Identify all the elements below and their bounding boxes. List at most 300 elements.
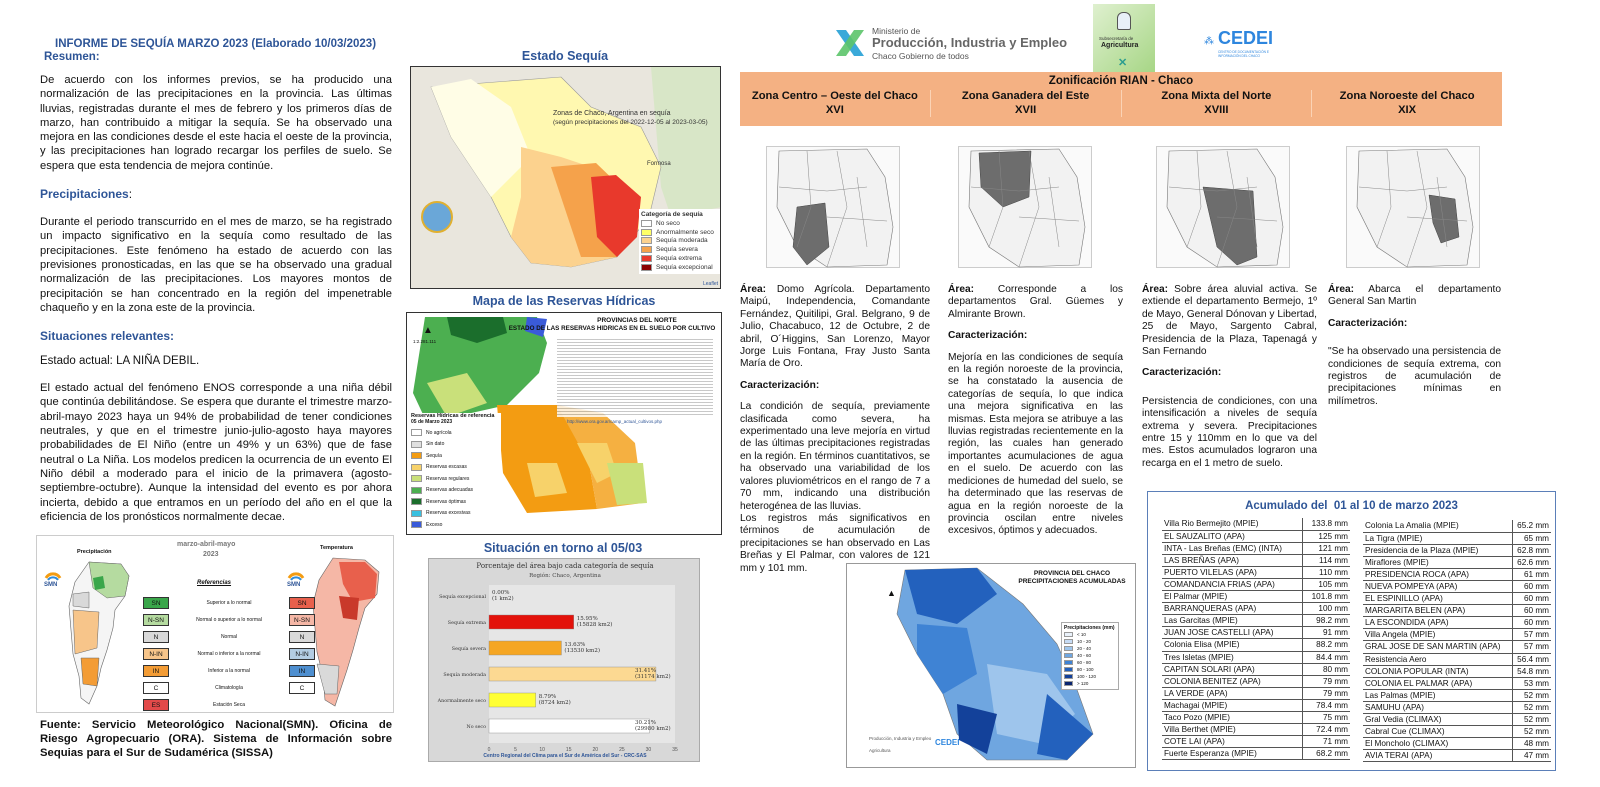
bar-value-label: 8.79% — [538, 694, 557, 700]
station-name: Cabral Cue (CLIMAX) — [1363, 726, 1512, 738]
drought-legend-item — [641, 228, 719, 237]
station-value: 72.4 mm — [1303, 724, 1350, 736]
zone-area — [1328, 284, 1501, 309]
smn-code-left: ES — [143, 699, 169, 711]
chart-bar — [489, 719, 650, 733]
zone-car-text: Persistencia de condiciones, con una intensificación a niveles de sequía extrema y severa. Precipitaciones entre 15 y 110mm en lo que va del mes. Estos acumulados lograron una recarga en el 1 metro de suelo. — [1142, 395, 1317, 469]
station-name: INTA - Las Breñas (EMC) (INTA) — [1162, 542, 1303, 554]
resumen-heading: Resumen: — [44, 51, 100, 63]
chart-bar — [489, 641, 561, 655]
station-value: 53 mm — [1512, 677, 1551, 689]
station-value: 133.8 mm — [1303, 518, 1350, 530]
legend-label: Exceso — [426, 521, 443, 528]
chart-bar — [489, 615, 574, 629]
station-name: EL ESPINILLO (APA) — [1363, 593, 1512, 605]
zone-car-text: "Se ha observado una persistencia de condiciones de sequía extrema, con registros de acumulación de precipitaciones mínimas en milímetros. — [1328, 346, 1501, 407]
reservas-map-title-1: PROVINCIAS DEL NORTE — [597, 317, 677, 324]
station-value: 65 mm — [1512, 532, 1551, 544]
bar-value-label: 0.00% — [492, 590, 510, 596]
bar-value-label: (15828 km2) — [576, 622, 613, 628]
station-value: 110 mm — [1303, 566, 1350, 578]
x-tick-label: 30 — [645, 747, 652, 753]
smn-ref-label: Superior a lo normal — [206, 599, 252, 606]
zonificacion-header — [740, 72, 1502, 126]
zone-area — [1142, 284, 1317, 358]
station-name: El Moncholo (CLIMAX) — [1363, 738, 1512, 750]
bar-value-label: (8724 km2) — [538, 700, 571, 706]
station-name: Villa Berthet (MPIE) — [1162, 724, 1303, 736]
station-value: 80 mm — [1303, 663, 1350, 675]
resumen-text: De acuerdo con los informes previos, se ha producido una normalización de las precipitaciones en la provincia. Las últimas lluvias, registradas durante el mes de febrero y los primeros días de marzo, han contribuido a mitigar la sequía. Se ha observado una mejora en las condiciones desde el este hacia el oeste de la provincia, y las precipitaciones han logrado recargar los perfiles de suelo. Se espera que esta tendencia de mejora continúe. — [40, 74, 392, 172]
reservas-legend-item — [411, 485, 501, 497]
rain-table-row — [1162, 542, 1350, 554]
station-value: 78.4 mm — [1303, 699, 1350, 711]
rain-table-row — [1162, 748, 1350, 760]
station-value: 88.2 mm — [1303, 639, 1350, 651]
station-value: 114 mm — [1303, 554, 1350, 566]
smn-ref-label: Normal o inferior a la normal — [197, 650, 261, 657]
legend-swatch — [1064, 674, 1073, 679]
reservas-legend — [411, 413, 501, 531]
rain-table-row — [1363, 520, 1551, 532]
legend-swatch — [411, 464, 422, 471]
rain-table-row — [1363, 568, 1551, 580]
station-value: 52 mm — [1512, 689, 1551, 701]
bar-value-label: 31.41% — [635, 668, 656, 674]
station-value: 75 mm — [1303, 712, 1350, 724]
reservas-legend-item — [411, 508, 501, 520]
station-name: AVIA TERAI (APA) — [1363, 750, 1512, 762]
smn-code-right: N-SN — [289, 614, 315, 626]
drought-legend — [639, 209, 721, 274]
zone-map — [1156, 146, 1290, 268]
ministerio-x-icon — [834, 26, 866, 60]
station-name: COLONIA POPULAR (INTA) — [1363, 665, 1512, 677]
rain-table-row — [1162, 566, 1350, 578]
agricultura-x-icon: ✕ — [1118, 57, 1128, 69]
smn-logo-text-right: SMN — [287, 582, 301, 588]
zone-number: XVII — [1015, 103, 1037, 116]
station-value: 101.8 mm — [1303, 591, 1350, 603]
zone-header — [740, 90, 930, 117]
zone-car-text-2: Los registros más significativos en términos de acumulación de precipitaciones se han observado en Las Breñas y El Palmar, con valores de 121 mm y 101 mm. — [740, 512, 930, 574]
precip-legend-item — [1064, 680, 1116, 687]
precip-legend-item — [1064, 666, 1116, 673]
smn-ref-row — [143, 628, 323, 645]
smn-code-left: N-SN — [143, 614, 169, 626]
precip-logo-3: CEDEI — [935, 738, 960, 747]
station-name: Colonia La Amalia (MPIE) — [1363, 520, 1512, 532]
precip-legend-item — [1064, 638, 1116, 645]
legend-label: Sequía moderada — [656, 237, 708, 245]
chart-svg — [429, 559, 701, 763]
zone-area-label: Área: — [740, 284, 767, 295]
smn-ref-row — [143, 645, 323, 662]
rain-table-row — [1162, 663, 1350, 675]
zone-area — [948, 284, 1123, 321]
zone-description — [1142, 284, 1317, 470]
reservas-legend-rows — [411, 427, 501, 531]
zone-map — [958, 146, 1092, 268]
station-name: NUEVA POMPEYA (APA) — [1363, 580, 1512, 592]
rain-table-row — [1162, 530, 1350, 542]
station-value: 48 mm — [1512, 738, 1551, 750]
rain-table-row — [1162, 603, 1350, 615]
legend-swatch — [411, 429, 422, 436]
bar-value-label: (1 km2) — [492, 596, 514, 602]
legend-swatch — [411, 452, 422, 459]
cedei-dots-icon: ⁂ — [1204, 36, 1214, 47]
fuente-text: Fuente: Servicio Meteorológico Nacional(SMN). Oficina de Riesgo Agropecuario (ORA). Sistema de Información sobre Sequias para el Sur de Sudamérica (SISSA) — [40, 719, 392, 759]
rain-table-row — [1363, 580, 1551, 592]
precip-map-legend — [1061, 622, 1119, 690]
legend-swatch — [1064, 653, 1073, 658]
zone-number: XIX — [1398, 103, 1417, 116]
chart-footer: Centro Regional del Clima para el Sur de América del Sur - CRC-SAS — [483, 753, 647, 759]
rain-table-row — [1363, 593, 1551, 605]
smn-refs-title: Referencias — [197, 580, 232, 586]
rain-table-row — [1363, 653, 1551, 665]
zone-car-label: Caracterización: — [948, 330, 1028, 342]
x-tick-label: 25 — [619, 747, 625, 753]
smn-code-right: C — [289, 682, 315, 694]
rain-table-row — [1162, 675, 1350, 687]
chart-bar — [489, 667, 656, 681]
station-value: 105 mm — [1303, 578, 1350, 590]
formosa-label: Formosa — [647, 161, 671, 167]
situacion-title: Situación en torno al 05/03 — [483, 541, 643, 555]
x-tick-label: 20 — [592, 747, 599, 753]
rain-table-row — [1162, 736, 1350, 748]
legend-label: Sin dato — [426, 441, 445, 448]
rain-table-row — [1363, 544, 1551, 556]
smn-code-right: SN — [289, 597, 315, 609]
zone-map-svg — [767, 147, 901, 269]
station-name: CAPITAN SOLARI (APA) — [1162, 663, 1303, 675]
station-value: 79 mm — [1303, 687, 1350, 699]
zone-area-label: Área: — [948, 284, 975, 295]
station-name: Miraflores (MPIE) — [1363, 556, 1512, 568]
smn-precip-title: Precipitación — [77, 549, 112, 555]
zone-map-svg — [1347, 147, 1481, 269]
precipitaciones-label: Precipitaciones — [40, 187, 129, 202]
rain-table-row — [1363, 677, 1551, 689]
x-tick-label: 15 — [565, 747, 572, 753]
legend-label: Sequía excepcional — [656, 263, 713, 271]
rain-table-row — [1162, 639, 1350, 651]
station-name: COMANDANCIA FRIAS (APA) — [1162, 578, 1303, 590]
zone-heads — [740, 90, 1502, 117]
category-label: No seco — [466, 725, 486, 730]
cedei-name: CEDEI — [1218, 28, 1274, 48]
drought-map-title: Zonas de Chaco, Argentina en sequía — [553, 110, 671, 117]
station-value: 100 mm — [1303, 603, 1350, 615]
zone-number: XVI — [825, 103, 844, 116]
station-value: 61 mm — [1512, 568, 1551, 580]
reservas-legend-item — [411, 427, 501, 439]
chart-subtitle: Región: Chaco, Argentina — [529, 573, 601, 579]
station-name: PRESIDENCIA ROCA (APA) — [1363, 568, 1512, 580]
station-value: 125 mm — [1303, 530, 1350, 542]
station-value: 68.2 mm — [1303, 748, 1350, 760]
station-value: 60 mm — [1512, 580, 1551, 592]
station-value: 121 mm — [1303, 542, 1350, 554]
smn-code-left: N — [143, 631, 169, 643]
zone-header — [930, 90, 1121, 117]
smn-code-left: C — [143, 682, 169, 694]
station-value: 57 mm — [1512, 629, 1551, 641]
rain-table-row — [1363, 532, 1551, 544]
drought-legend-item — [641, 254, 719, 263]
map-credit[interactable]: Leaflet — [702, 281, 718, 287]
precip-legend-item — [1064, 631, 1116, 638]
rain-table-row — [1363, 738, 1551, 750]
legend-label: 80 - 100 — [1077, 667, 1094, 672]
station-name: Villa Rio Bermejito (MPIE) — [1162, 518, 1303, 530]
zone-name: Zona Mixta del Norte — [1161, 90, 1272, 102]
legend-label: Sequía severa — [656, 246, 698, 254]
reservas-title: Mapa de las Reservas Hídricas — [472, 294, 656, 308]
zone-map-svg — [959, 147, 1093, 269]
station-name: Fuerte Esperanza (MPIE) — [1162, 748, 1303, 760]
category-label: Sequía extrema — [447, 621, 486, 626]
legend-label: 10 - 20 — [1077, 639, 1092, 644]
estado-sequia-map — [410, 66, 721, 289]
zone-area-text: Corresponde a los departamentos Gral. Güemes y Almirante Brown. — [948, 284, 1123, 320]
reservas-legend-item — [411, 519, 501, 531]
legend-label: 60 - 80 — [1077, 660, 1092, 665]
station-name: SAMUHU (APA) — [1363, 701, 1512, 713]
rain-table-row — [1363, 617, 1551, 629]
rain-table-row — [1162, 699, 1350, 711]
rain-table-row — [1363, 701, 1551, 713]
station-name: Machagai (MPIE) — [1162, 699, 1303, 711]
reservas-legend-item — [411, 496, 501, 508]
station-name: LA ESCONDIDA (APA) — [1363, 617, 1512, 629]
legend-swatch — [1064, 639, 1073, 644]
enos-text: El estado actual del fenómeno ENOS corresponde a una niña débil que continúa debilitándose. Se espera que durante el trimestre marzo-abril-mayo 2023 haya un 94% de probabilidad de tener condiciones neutrales, y que en el trimestre junio-julio-agosto haya mayores probabilidades de El Niño (entre un 49% y un 63%) que de fase neutral o La Niña. Los modelos predicen la ocurrencia de un evento El Niño débil a moderado para el inicio de la primavera (agosto-septiembre-octubre). Aunque la intensidad del evento es por ahora incierta, debido a que entramos en un período del año en el que la eficiencia de los pronósticos normalmente decae. — [40, 382, 392, 523]
zone-car-text: Mejoría en las condiciones de sequía en la región noroeste de la provincia, se ha constatado la ausencia de categorías de sequía, lo que indica una mejora significativa en las mismas. Esta mejora se atribuye a las lluvias registradas recientemente en la región, las cuales han generado importantes acumulaciones de agua en el suelo. De acuerdo con las mediciones de humedad del suelo, se ha determinado que las reservas de agua en la región noroeste de la provincia oscilan entre niveles excesivos, óptimos y adecuados. — [948, 351, 1123, 537]
rain-table-row — [1363, 726, 1551, 738]
acumulado-table-left — [1162, 518, 1350, 760]
smn-ref-label: Normal — [220, 633, 238, 640]
bar-value-label: 30.21% — [635, 720, 656, 726]
zone-car-label: Caracterización: — [740, 379, 820, 391]
smn-ref-row — [143, 679, 323, 696]
smn-code-right: N — [289, 631, 315, 643]
legend-swatch — [411, 487, 422, 494]
precip-legend-rows — [1064, 631, 1116, 687]
precip-legend-item — [1064, 673, 1116, 680]
station-value: 91 mm — [1303, 627, 1350, 639]
rain-table-row — [1162, 712, 1350, 724]
chart-bar — [489, 693, 536, 707]
smn-code-right: IN — [289, 665, 315, 677]
drought-legend-item — [641, 237, 719, 246]
precip-legend-title: Precipitaciones (mm) — [1064, 625, 1115, 631]
station-value: 60 mm — [1512, 617, 1551, 629]
zone-car-label: Caracterización: — [1142, 367, 1222, 379]
smn-ref-row — [143, 611, 323, 628]
reservas-legend-item — [411, 473, 501, 485]
smn-precip-map — [59, 558, 141, 708]
zone-area-text: Abarca el departamento General San Martin — [1328, 284, 1501, 308]
station-name: Villa Angela (MPIE) — [1363, 629, 1512, 641]
station-name: Las Palmas (MPIE) — [1363, 689, 1512, 701]
zone-name: Zona Noroeste del Chaco — [1339, 90, 1475, 102]
estado-actual: Estado actual: LA NIÑA DEBIL. — [40, 355, 200, 368]
x-tick-label: 35 — [672, 747, 678, 753]
station-value: 84.4 mm — [1303, 651, 1350, 663]
legend-label: No seco — [656, 219, 680, 227]
bar-value-label: (31174 km2) — [635, 674, 671, 680]
acumulado-panel — [1147, 491, 1556, 771]
legend-swatch — [641, 264, 652, 271]
agricultura-line-2: Agricultura — [1101, 42, 1139, 49]
legend-swatch — [411, 441, 422, 448]
legend-swatch — [411, 521, 422, 528]
rain-table-row — [1162, 627, 1350, 639]
drought-map-subtitle: (según precipitaciones del 2022-12-05 al 2023-03-05) — [553, 119, 708, 126]
smn-ref-row — [143, 696, 323, 713]
zone-area — [740, 284, 930, 371]
category-label: Sequía severa — [451, 647, 486, 652]
precip-legend-item — [1064, 645, 1116, 652]
legend-swatch — [641, 220, 652, 227]
bar-value-label: (29980 km2) — [635, 726, 671, 732]
station-name: COLONIA EL PALMAR (APA) — [1363, 677, 1512, 689]
ministerio-line-1: Ministerio de — [872, 26, 921, 36]
zone-name: Zona Ganadera del Este — [961, 90, 1090, 102]
x-tick-label: 10 — [539, 747, 545, 753]
bar-value-label: 15.95% — [576, 616, 598, 622]
smn-ref-label: Estación Seca — [213, 701, 245, 708]
rain-table-row — [1162, 518, 1350, 530]
station-name: BARRANQUERAS (APA) — [1162, 603, 1303, 615]
bar-value-label: (13530 km2) — [564, 648, 601, 654]
cedei-logo — [1204, 28, 1284, 62]
left-column — [40, 38, 392, 524]
reservas-legend-item — [411, 462, 501, 474]
zone-car-text: La condición de sequía, previamente clasificada como severa, ha experimentado una leve mejoría en virtud de las últimas precipitaciones registradas en la región. En términos cuantitativos, se ha observado una variabilidad de los valores pluviométricos en el rango de 7 a 70 mm, indicando una distribución heterogénea de las lluvias. — [740, 401, 930, 512]
zone-map — [766, 146, 900, 268]
legend-label: No agrícola — [426, 429, 452, 436]
station-value: 79 mm — [1303, 675, 1350, 687]
precip-map-title-1: PROVINCIA DEL CHACO — [1033, 570, 1111, 577]
legend-label: Sequía extrema — [656, 255, 702, 263]
zone-area-label: Área: — [1328, 284, 1355, 295]
smn-ref-row — [143, 662, 323, 679]
station-name: Las Garcitas (MPIE) — [1162, 615, 1303, 627]
legend-swatch — [1064, 681, 1073, 686]
rain-table-row — [1162, 554, 1350, 566]
reservas-map — [406, 312, 722, 535]
zone-description — [1328, 284, 1501, 408]
smn-temp-title: Temperatura — [320, 545, 353, 551]
zone-name: Zona Centro – Oeste del Chaco — [751, 90, 918, 102]
zone-area-text: Domo Agrícola. Departamento Maipú, Independencia, Comandante Fernández, Quitilipi, Gral. Belgrano, 9 de Julio, Chacabuco, 12 de Octubre, 2 de abril, O´Higgins, San Lorenzo, Mayor Jorge Luis Fontana, Fray Justo Santa María de Oro. — [740, 284, 930, 370]
bar-value-label: 13.63% — [564, 642, 586, 648]
zone-number: XVIII — [1204, 103, 1229, 116]
zone-map — [1346, 146, 1480, 268]
smn-ref-row — [143, 594, 323, 611]
north-arrow-icon-2: ▲ — [887, 588, 896, 598]
smn-logo-text-left: SMN — [44, 582, 58, 588]
precipitaciones-heading — [40, 187, 392, 201]
legend-swatch — [411, 498, 422, 505]
precipitaciones-text: Durante el periodo transcurrido en el mes de marzo, se ha registrado un impacto significativo en la sequía como resultado de las precipitaciones. Este fenómeno ha estado de acuerdo con las previsiones pronosticadas, en las que se ha observado una gradual normalización de las precipitaciones. Los mayores montos de precipitación se han concentrado en la región del impenetrable chaqueño y en la zona este de la provincia. — [40, 216, 392, 314]
zone-header — [1121, 90, 1312, 117]
ministerio-line-3: Chaco Gobierno de todos — [872, 51, 969, 61]
legend-swatch — [411, 510, 422, 517]
agricultura-logo — [1093, 4, 1155, 72]
reservas-scale: 1:2.281.111 — [413, 339, 437, 344]
smn-code-left: SN — [143, 597, 169, 609]
drought-legend-item — [641, 263, 719, 272]
rain-table-row — [1162, 651, 1350, 663]
station-value: 71 mm — [1303, 736, 1350, 748]
rain-table-row — [1162, 687, 1350, 699]
reservas-legend-item — [411, 439, 501, 451]
station-value: 54.8 mm — [1512, 665, 1551, 677]
smn-reference-table — [143, 594, 323, 713]
smn-ref-label: Climatología — [215, 684, 243, 691]
station-name: PUERTO VILELAS (APA) — [1162, 566, 1303, 578]
smn-code-left: IN — [143, 665, 169, 677]
reservas-map-title-2: ESTADO DE LAS RESERVAS HIDRICAS EN EL SUELO POR CULTIVO — [508, 325, 716, 332]
station-value: 52 mm — [1512, 714, 1551, 726]
smn-code-right: N-IN — [289, 648, 315, 660]
zone-header — [1311, 90, 1502, 117]
station-name: MARGARITA BELEN (APA) — [1363, 605, 1512, 617]
zone-description — [948, 284, 1123, 538]
legend-label: < 10 — [1077, 632, 1086, 637]
station-name: Gral Vedia (CLIMAX) — [1363, 714, 1512, 726]
x-tick-label: 0 — [487, 747, 491, 753]
station-value: 47 mm — [1512, 750, 1551, 762]
station-value: 65.2 mm — [1512, 520, 1551, 532]
station-name: Taco Pozo (MPIE) — [1162, 712, 1303, 724]
rain-table-row — [1363, 641, 1551, 653]
smn-period: marzo-abril-mayo — [177, 541, 236, 548]
reservas-legend-title: Reservas Hídricas de referencia — [411, 413, 495, 419]
report-title: INFORME DE SEQUÍA MARZO 2023 (Elaborado 10/03/2023) — [55, 38, 377, 50]
category-label: Sequía moderada — [443, 673, 486, 678]
zone-description — [740, 284, 930, 575]
legend-label: Reservas óptimas — [426, 498, 467, 505]
legend-label: Reservas adecuadas — [426, 487, 473, 494]
legend-label: 100 - 120 — [1077, 674, 1097, 679]
station-name: GRAL JOSE DE SAN MARTIN (APA) — [1363, 641, 1512, 653]
station-value: 98.2 mm — [1303, 615, 1350, 627]
situaciones-heading: Situaciones relevantes: — [40, 329, 175, 344]
legend-label: Reservas regulares — [426, 475, 470, 482]
station-name: COTE LAI (APA) — [1162, 736, 1303, 748]
x-tick-label: 5 — [514, 747, 517, 753]
rain-table-row — [1363, 689, 1551, 701]
rain-table-row — [1363, 629, 1551, 641]
legend-swatch — [641, 237, 652, 244]
reservas-url[interactable]: http://www.ora.gov.ar/camp_actual_cultivos.php — [567, 419, 662, 424]
rain-table-row — [1363, 556, 1551, 568]
precip-legend-item — [1064, 652, 1116, 659]
chart-title: Porcentaje del área bajo cada categoría de sequía — [476, 562, 654, 570]
precip-logo-2: Agricultura — [869, 748, 891, 753]
zone-car-label: Caracterización: — [1328, 317, 1408, 329]
legend-swatch — [641, 246, 652, 253]
station-name: La Tigra (MPIE) — [1363, 532, 1512, 544]
station-name: COLONIA BENITEZ (APA) — [1162, 675, 1303, 687]
